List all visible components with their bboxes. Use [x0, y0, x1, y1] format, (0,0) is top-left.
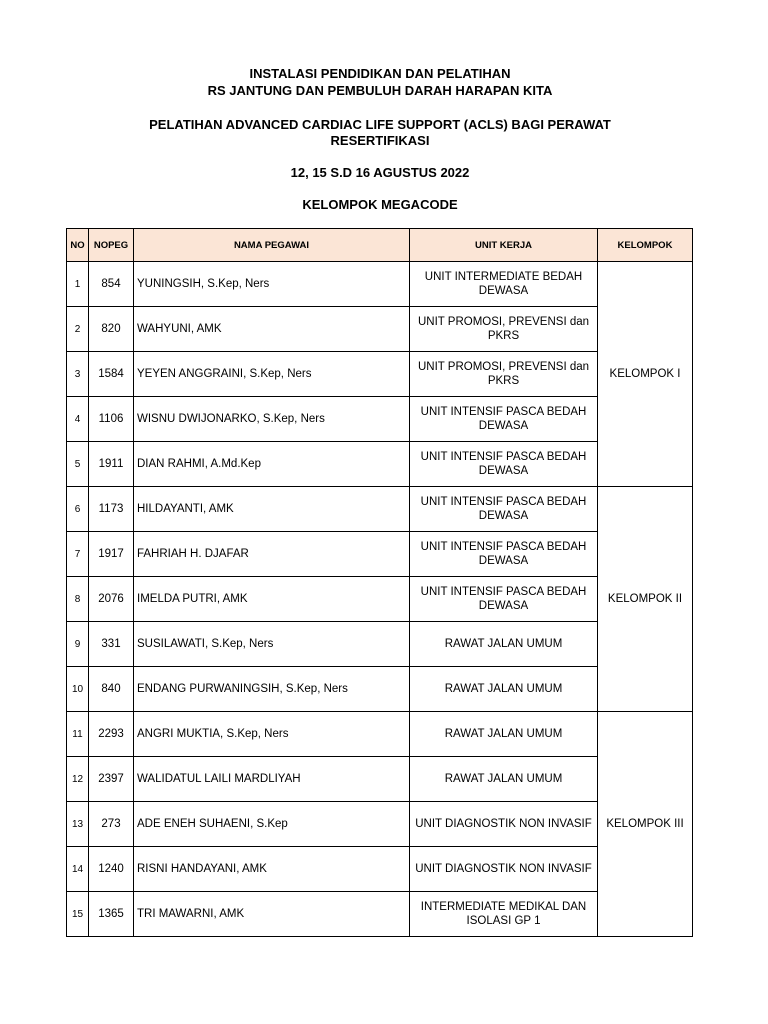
training-date: 12, 15 S.D 16 AGUSTUS 2022 [290, 165, 470, 180]
group-title: KELOMPOK MEGACODE [302, 197, 458, 212]
row-name: ANGRI MUKTIA, S.Kep, Ners [134, 712, 410, 757]
row-nopeg: 273 [89, 802, 134, 847]
row-nopeg: 840 [89, 667, 134, 712]
row-group: KELOMPOK III [598, 712, 693, 937]
row-no: 13 [67, 802, 89, 847]
row-nopeg: 1365 [89, 892, 134, 937]
participant-table [66, 228, 693, 937]
row-unit: UNIT PROMOSI, PREVENSI dan PKRS [410, 352, 598, 397]
table-body [67, 262, 693, 937]
row-name: FAHRIAH H. DJAFAR [134, 532, 410, 577]
row-name: SUSILAWATI, S.Kep, Ners [134, 622, 410, 667]
row-no: 1 [67, 262, 89, 307]
row-unit: UNIT INTENSIF PASCA BEDAH DEWASA [410, 397, 598, 442]
row-unit: INTERMEDIATE MEDIKAL DAN ISOLASI GP 1 [410, 892, 598, 937]
header-group: KELOMPOK [598, 229, 693, 262]
row-name: WALIDATUL LAILI MARDLIYAH [134, 757, 410, 802]
institution-title: INSTALASI PENDIDIKAN DAN PELATIHAN [249, 66, 511, 81]
row-nopeg: 2076 [89, 577, 134, 622]
row-group: KELOMPOK II [598, 487, 693, 712]
row-nopeg: 331 [89, 622, 134, 667]
header-name: NAMA PEGAWAI [134, 229, 410, 262]
row-unit: UNIT INTERMEDIATE BEDAH DEWASA [410, 262, 598, 307]
row-unit: UNIT PROMOSI, PREVENSI dan PKRS [410, 307, 598, 352]
row-unit: RAWAT JALAN UMUM [410, 667, 598, 712]
row-name: WAHYUNI, AMK [134, 307, 410, 352]
row-nopeg: 1584 [89, 352, 134, 397]
row-unit: UNIT INTENSIF PASCA BEDAH DEWASA [410, 487, 598, 532]
row-no: 4 [67, 397, 89, 442]
row-unit: UNIT INTENSIF PASCA BEDAH DEWASA [410, 577, 598, 622]
row-no: 2 [67, 307, 89, 352]
row-no: 8 [67, 577, 89, 622]
row-nopeg: 854 [89, 262, 134, 307]
row-unit: UNIT INTENSIF PASCA BEDAH DEWASA [410, 532, 598, 577]
row-no: 9 [67, 622, 89, 667]
row-no: 14 [67, 847, 89, 892]
row-name: HILDAYANTI, AMK [134, 487, 410, 532]
row-unit: UNIT INTENSIF PASCA BEDAH DEWASA [410, 442, 598, 487]
row-nopeg: 1240 [89, 847, 134, 892]
row-name: ENDANG PURWANINGSIH, S.Kep, Ners [134, 667, 410, 712]
row-no: 12 [67, 757, 89, 802]
row-unit: RAWAT JALAN UMUM [410, 757, 598, 802]
header-no: NO [67, 229, 89, 262]
row-no: 3 [67, 352, 89, 397]
row-name: YUNINGSIH, S.Kep, Ners [134, 262, 410, 307]
row-name: TRI MAWARNI, AMK [134, 892, 410, 937]
row-no: 5 [67, 442, 89, 487]
row-name: YEYEN ANGGRAINI, S.Kep, Ners [134, 352, 410, 397]
row-unit: UNIT DIAGNOSTIK NON INVASIF [410, 802, 598, 847]
row-nopeg: 1173 [89, 487, 134, 532]
table-row [67, 712, 693, 757]
row-no: 15 [67, 892, 89, 937]
row-no: 11 [67, 712, 89, 757]
row-name: ADE ENEH SUHAENI, S.Kep [134, 802, 410, 847]
row-name: RISNI HANDAYANI, AMK [134, 847, 410, 892]
row-unit: RAWAT JALAN UMUM [410, 712, 598, 757]
row-nopeg: 820 [89, 307, 134, 352]
header-nopeg: NOPEG [89, 229, 134, 262]
row-nopeg: 2293 [89, 712, 134, 757]
row-group: KELOMPOK I [598, 262, 693, 487]
row-name: WISNU DWIJONARKO, S.Kep, Ners [134, 397, 410, 442]
training-subtitle: RESERTIFIKASI [330, 133, 430, 148]
row-name: DIAN RAHMI, A.Md.Kep [134, 442, 410, 487]
row-unit: RAWAT JALAN UMUM [410, 622, 598, 667]
hospital-title: RS JANTUNG DAN PEMBULUH DARAH HARAPAN KITA [207, 83, 553, 98]
row-nopeg: 1917 [89, 532, 134, 577]
row-nopeg: 1911 [89, 442, 134, 487]
training-title: PELATIHAN ADVANCED CARDIAC LIFE SUPPORT (ACLS) BAGI PERAWAT [149, 117, 611, 132]
row-no: 7 [67, 532, 89, 577]
table-row [67, 262, 693, 307]
table-row [67, 487, 693, 532]
table-header-row [67, 229, 693, 262]
row-name: IMELDA PUTRI, AMK [134, 577, 410, 622]
header-unit: UNIT KERJA [410, 229, 598, 262]
row-no: 6 [67, 487, 89, 532]
row-nopeg: 1106 [89, 397, 134, 442]
row-no: 10 [67, 667, 89, 712]
row-nopeg: 2397 [89, 757, 134, 802]
row-unit: UNIT DIAGNOSTIK NON INVASIF [410, 847, 598, 892]
